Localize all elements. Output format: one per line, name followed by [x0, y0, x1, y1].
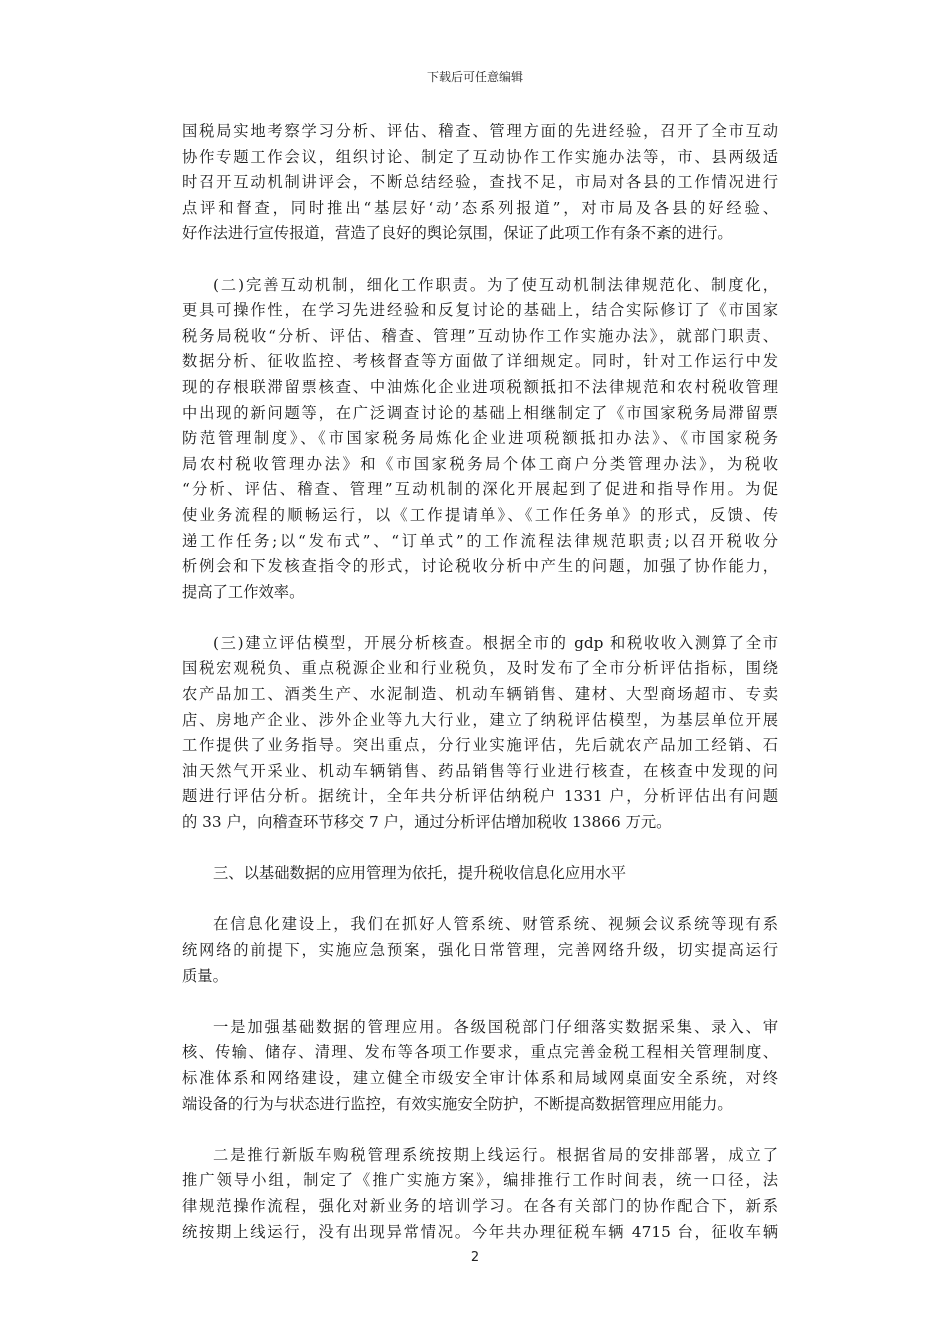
text-line: 提高了工作效率。 — [182, 582, 305, 601]
text-line: 更具可操作性，在学习先进经验和反复讨论的基础上，结合实际修订了《市国家 — [182, 301, 778, 320]
text-line: 国税局实地考察学习分析、评估、稽查、管理方面的先进经验，召开了全市互动 — [182, 122, 778, 140]
paragraph — [182, 1015, 778, 1117]
text-line: 国税宏观税负、重点税源企业和行业税负，及时发布了全市分析评估指标，围绕 — [182, 659, 778, 678]
text-line: 递工作任务;以“发布式”、“订单式”的工作流程法律规范职责;以召开税收分 — [182, 531, 778, 550]
text-line: 中出现的新问题等，在广泛调查讨论的基础上相继制定了《市国家税务局滞留票 — [182, 403, 778, 422]
text-line: 局农村税收管理办法》和《市国家税务局个体工商户分类管理办法》，为税收 — [182, 454, 778, 473]
text-line: 好作法进行宣传报道，营造了良好的舆论氛围，保证了此项工作有条不紊的进行。 — [182, 224, 733, 243]
text-line: 一是加强基础数据的管理应用。各级国税部门仔细落实数据采集、录入、审 — [213, 1017, 778, 1036]
text-line: 现的存根联滞留票核查、中油炼化企业进项税额抵扣不法律规范和农村税收管理 — [182, 377, 778, 396]
text-line: 农产品加工、酒类生产、水泥制造、机动车辆销售、建材、大型商场超市、专卖 — [182, 685, 778, 704]
text-line: 端设备的行为与状态进行监控，有效实施安全防护，不断提高数据管理应用能力。 — [182, 1094, 733, 1113]
paragraph — [182, 119, 778, 247]
page-number: 2 — [470, 1250, 480, 1265]
document-body — [182, 119, 778, 1245]
text-line: 点评和督查，同时推出“基层好‘动’态系列报道”，对市局及各县的好经验、 — [182, 198, 778, 217]
text-line: 推广领导小组，制定了《推广实施方案》，编排推行工作时间表，统一口径，法 — [182, 1171, 778, 1190]
text-line: 税务局税收“分析、评估、稽查、管理”互动协作工作实施办法》，就部门职责、 — [182, 326, 778, 345]
text-line: (三)建立评估模型，开展分析核查。根据全市的 gdp 和税收收入测算了全市 — [213, 633, 778, 652]
text-line: 三、以基础数据的应用管理为依托，提升税收信息化应用水平 — [213, 864, 627, 883]
text-line: 标准体系和网络建设，建立健全市级安全审计体系和局域网桌面安全系统，对终 — [182, 1068, 778, 1087]
text-line: 二是推行新版车购税管理系统按期上线运行。根据省局的安排部署，成立了 — [213, 1145, 778, 1164]
text-line: 数据分析、征收监控、考核督查等方面做了详细规定。同时，针对工作运行中发 — [182, 352, 778, 371]
page-header: 下载后可任意编辑 — [426, 70, 523, 84]
text-line: 时召开互动机制讲评会，不断总结经验，查找不足，市局对各县的工作情况进行 — [182, 173, 778, 192]
paragraph — [182, 912, 778, 989]
text-line: 工作提供了业务指导。突出重点，分行业实施评估，先后就农产品加工经销、石 — [182, 736, 778, 755]
text-line: 题进行评估分析。据统计，全年共分析评估纳税户 1331 户，分析评估出有问题 — [182, 787, 778, 806]
text-line: 律规范操作流程，强化对新业务的培训学习。在各有关部门的协作配合下，新系 — [182, 1196, 778, 1215]
text-line: 质量。 — [182, 966, 228, 985]
text-line: 统按期上线运行，没有出现异常情况。今年共办理征税车辆 4715 台，征收车辆 — [182, 1222, 778, 1241]
text-line: 店、房地产企业、涉外企业等九大行业，建立了纳税评估模型，为基层单位开展 — [182, 710, 778, 729]
text-line: 统网络的前提下，实施应急预案，强化日常管理，完善网络升级，切实提高运行 — [182, 941, 778, 959]
text-line: 油天然气开采业、机动车辆销售、药品销售等行业进行核查，在核查中发现的问 — [182, 761, 778, 780]
text-line: 使业务流程的顺畅运行，以《工作提请单》、《工作任务单》的形式，反馈、传 — [182, 505, 778, 524]
text-line: 的 33 户，向稽查环节移交 7 户，通过分析评估增加税收 13866 万元。 — [182, 813, 672, 832]
text-line: 防范管理制度》、《市国家税务局炼化企业进项税额抵扣办法》、《市国家税务 — [182, 429, 778, 448]
text-line: 协作专题工作会议，组织讨论、制定了互动协作工作实施办法等，市、县两级适 — [182, 147, 778, 166]
paragraph — [182, 631, 778, 836]
text-line: (二)完善互动机制，细化工作职责。为了使互动机制法律规范化、制度化， — [213, 275, 778, 294]
text-line: 在信息化建设上，我们在抓好人管系统、财管系统、视频会议系统等现有系 — [213, 915, 778, 934]
text-line: “分析、评估、稽查、管理”互动机制的深化开展起到了促进和指导作用。为促 — [182, 480, 778, 499]
paragraph — [182, 1143, 778, 1245]
section-heading — [182, 861, 778, 887]
text-line: 核、传输、储存、清理、发布等各项工作要求，重点完善金税工程相关管理制度、 — [182, 1043, 778, 1062]
text-line: 析例会和下发核查指令的形式，讨论税收分析中产生的问题，加强了协作能力， — [182, 557, 778, 576]
paragraph — [182, 273, 778, 606]
